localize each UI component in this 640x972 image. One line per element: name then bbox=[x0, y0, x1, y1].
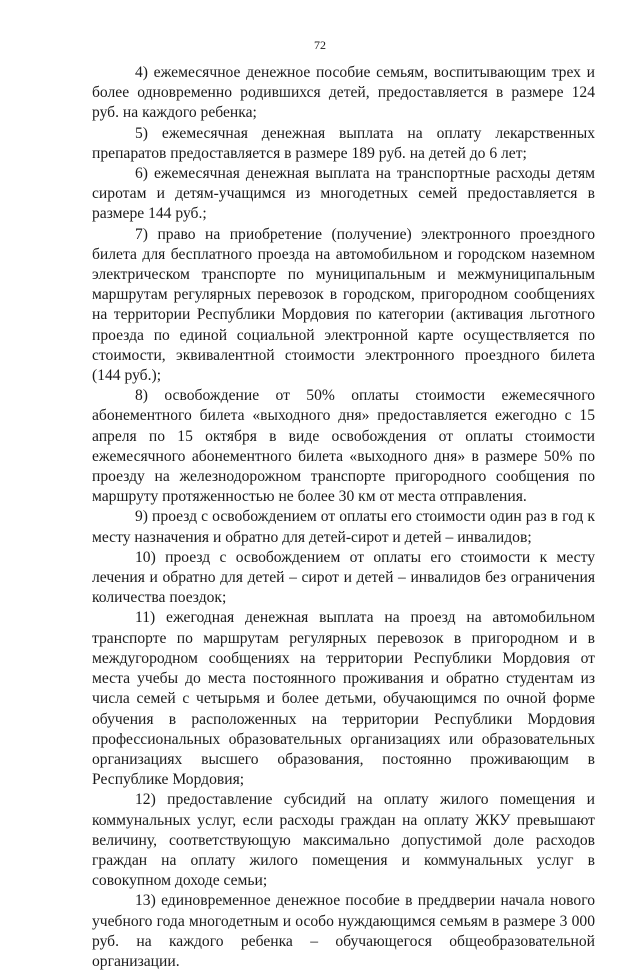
paragraph-item-10: 10) проезд с освобождением от оплаты его стоимости к месту лечения и обратно для детей – сирот и детей – инвалидов без ограничения количества поездок; bbox=[92, 548, 595, 607]
paragraph-item-13: 13) единовременное денежное пособие в преддверии начала нового учебного года многодетным и особо нуждающимся семьям в размере 3 000 руб. на каждого ребенка – обучающегося общеобразовательной организации. bbox=[92, 892, 595, 970]
paragraph-item-7: 7) право на приобретение (получение) электронного проездного билета для бесплатного проезда на автомобильном и городском наземном электрическом транспорте по муниципальным и межмуниципальным маршрутам регулярных перевозок в городском, пригородном сообщениях на территории Республики Мордовия по категории (активация льготного проезда по единой социальной электронной карте осуществляется по стоимости, эквивалентной стоимости электронного проездного билета (144 руб.); bbox=[92, 225, 595, 385]
paragraph-item-5: 5) ежемесячная денежная выплата на оплату лекарственных препаратов предоставляется в размере 189 руб. на детей до 6 лет; bbox=[92, 124, 595, 162]
paragraph-item-11: 11) ежегодная денежная выплата на проезд на автомобильном транспорте по маршрутам регулярных перевозок в пригородном и в междугородном сообщениях на территории Республики Мордовия от места учебы до места постоянного проживания и обратно студентам из числа семей с четырьмя и более детьми, обучающимся по очной форме обучения в расположенных на территории Республики Мордовия профессиональных образовательных организациях или образовательных организациях высшего образования, постоянно проживающим в Республике Мордовия; bbox=[92, 609, 595, 789]
document-body bbox=[92, 63, 595, 972]
paragraph-item-6: 6) ежемесячная денежная выплата на транспортные расходы детям сиротам и детям-учащимся из многодетных семей предоставляется в размере 144 руб.; bbox=[92, 165, 595, 223]
paragraph-item-9: 9) проезд с освобождением от оплаты его стоимости один раз в год к месту назначения и обратно для детей-сирот и детей – инвалидов; bbox=[92, 508, 595, 546]
page-number: 72 bbox=[314, 38, 326, 52]
paragraph-item-4: 4) ежемесячное денежное пособие семьям, воспитывающим трех и более одновременно родившихся детей, предоставляется в размере 124 руб. на каждого ребенка; bbox=[92, 64, 595, 122]
paragraph-item-8: 8) освобождение от 50% оплаты стоимости ежемесячного абонементного билета «выходного дня» предоставляется ежегодно с 15 апреля по 15 октября в виде освобождения от оплаты стоимости ежемесячного абонементного билета «выходного дня» в размере 50% по проезду на железнодорожном транспорте пригородного сообщения по маршруту протяженностью не более 30 км от места отправления. bbox=[92, 387, 595, 506]
paragraph-item-12: 12) предоставление субсидий на оплату жилого помещения и коммунальных услуг, если расходы граждан на оплату ЖКУ превышают величину, соответствующую максимально допустимой доле расходов граждан на оплату жилого помещения и коммунальных услуг в совокупном доходе семьи; bbox=[92, 791, 595, 890]
